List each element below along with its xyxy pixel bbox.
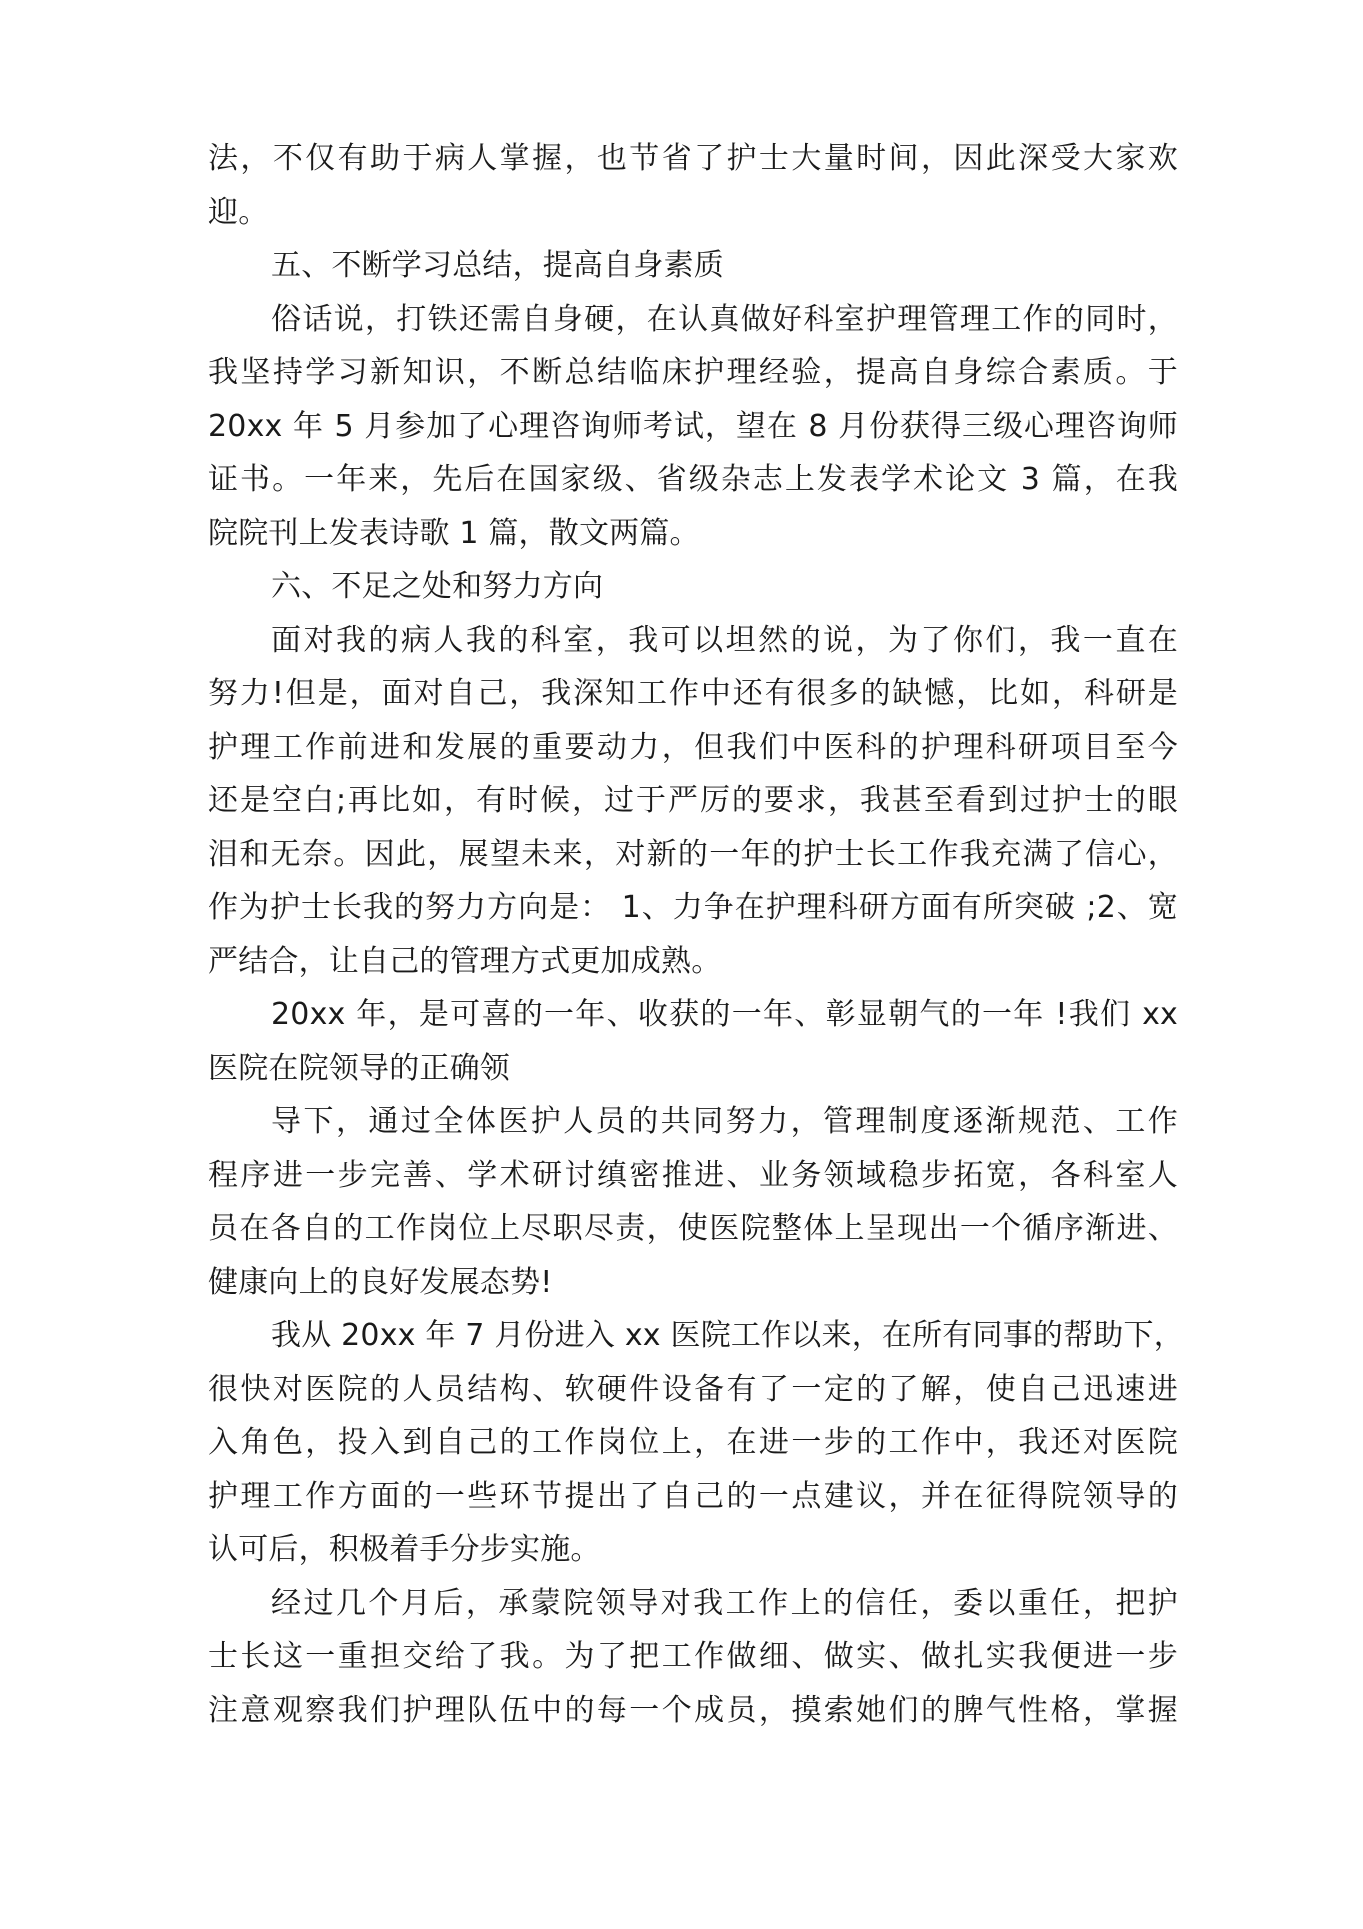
text-line: 20xx 年 5 月参加了心理咨询师考试，望在 8 月份获得三级心理咨询师 [208, 408, 1178, 444]
text-line: 还是空白;再比如，有时候，过于严厉的要求，我甚至看到过护士的眼 [208, 783, 1178, 818]
section-heading: 六、不足之处和努力方向 [271, 569, 604, 604]
text-line: 泪和无奈。因此，展望未来，对新的一年的护士长工作我充满了信心， [208, 836, 1178, 872]
text-line: 护理工作方面的一些环节提出了自己的一点建议，并在征得院领导的 [208, 1478, 1178, 1514]
text-line: 护理工作前进和发展的重要动力，但我们中医科的护理科研项目至今 [208, 729, 1178, 765]
document-body [208, 132, 1184, 1737]
text-line: 士长这一重担交给了我。为了把工作做细、做实、做扎实我便进一步 [208, 1639, 1178, 1674]
text-line: 俗话说，打铁还需自身硬，在认真做好科室护理管理工作的同时， [271, 301, 1178, 337]
text-line: 导下，通过全体医护人员的共同努力，管理制度逐渐规范、工作 [271, 1104, 1178, 1139]
text-line: 迎。 [208, 194, 269, 230]
text-line: 我从 20xx 年 7 月份进入 xx 医院工作以来，在所有同事的帮助下， [271, 1318, 1184, 1353]
text-line: 认可后，积极着手分步实施。 [208, 1532, 601, 1567]
text-line: 20xx 年，是可喜的一年、收获的一年、彰显朝气的一年 !我们 xx [271, 997, 1178, 1032]
text-line: 面对我的病人我的科室，我可以坦然的说，为了你们，我一直在 [271, 622, 1178, 658]
text-line: 员在各自的工作岗位上尽职尽责，使医院整体上呈现出一个循序渐进、 [208, 1211, 1178, 1246]
text-line: 院院刊上发表诗歌 1 篇，散文两篇。 [208, 515, 700, 551]
text-line: 很快对医院的人员结构、软硬件设备有了一定的了解，使自己迅速进 [208, 1371, 1178, 1407]
text-line: 经过几个月后，承蒙院领导对我工作上的信任，委以重任，把护 [271, 1585, 1178, 1621]
text-line: 作为护士长我的努力方向是： 1、力争在护理科研方面有所突破 ;2、宽 [208, 890, 1178, 925]
text-line: 证书。一年来，先后在国家级、省级杂志上发表学术论文 3 篇，在我 [208, 462, 1178, 497]
section-heading: 五、不断学习总结，提高自身素质 [271, 248, 724, 283]
text-line: 努力!但是，面对自己，我深知工作中还有很多的缺憾，比如，科研是 [208, 676, 1178, 711]
text-line: 严结合，让自己的管理方式更加成熟。 [208, 943, 722, 979]
text-line: 法，不仅有助于病人掌握，也节省了护士大量时间，因此深受大家欢 [208, 141, 1178, 176]
text-line: 我坚持学习新知识，不断总结临床护理经验，提高自身综合素质。于 [208, 355, 1178, 390]
text-line: 医院在院领导的正确领 [208, 1050, 510, 1086]
text-line: 入角色，投入到自己的工作岗位上，在进一步的工作中，我还对医院 [208, 1425, 1178, 1460]
text-line: 注意观察我们护理队伍中的每一个成员，摸索她们的脾气性格，掌握 [208, 1692, 1178, 1728]
text-line: 健康向上的良好发展态势! [208, 1264, 553, 1300]
text-line: 程序进一步完善、学术研讨缜密推进、业务领域稳步拓宽，各科室人 [208, 1157, 1178, 1193]
